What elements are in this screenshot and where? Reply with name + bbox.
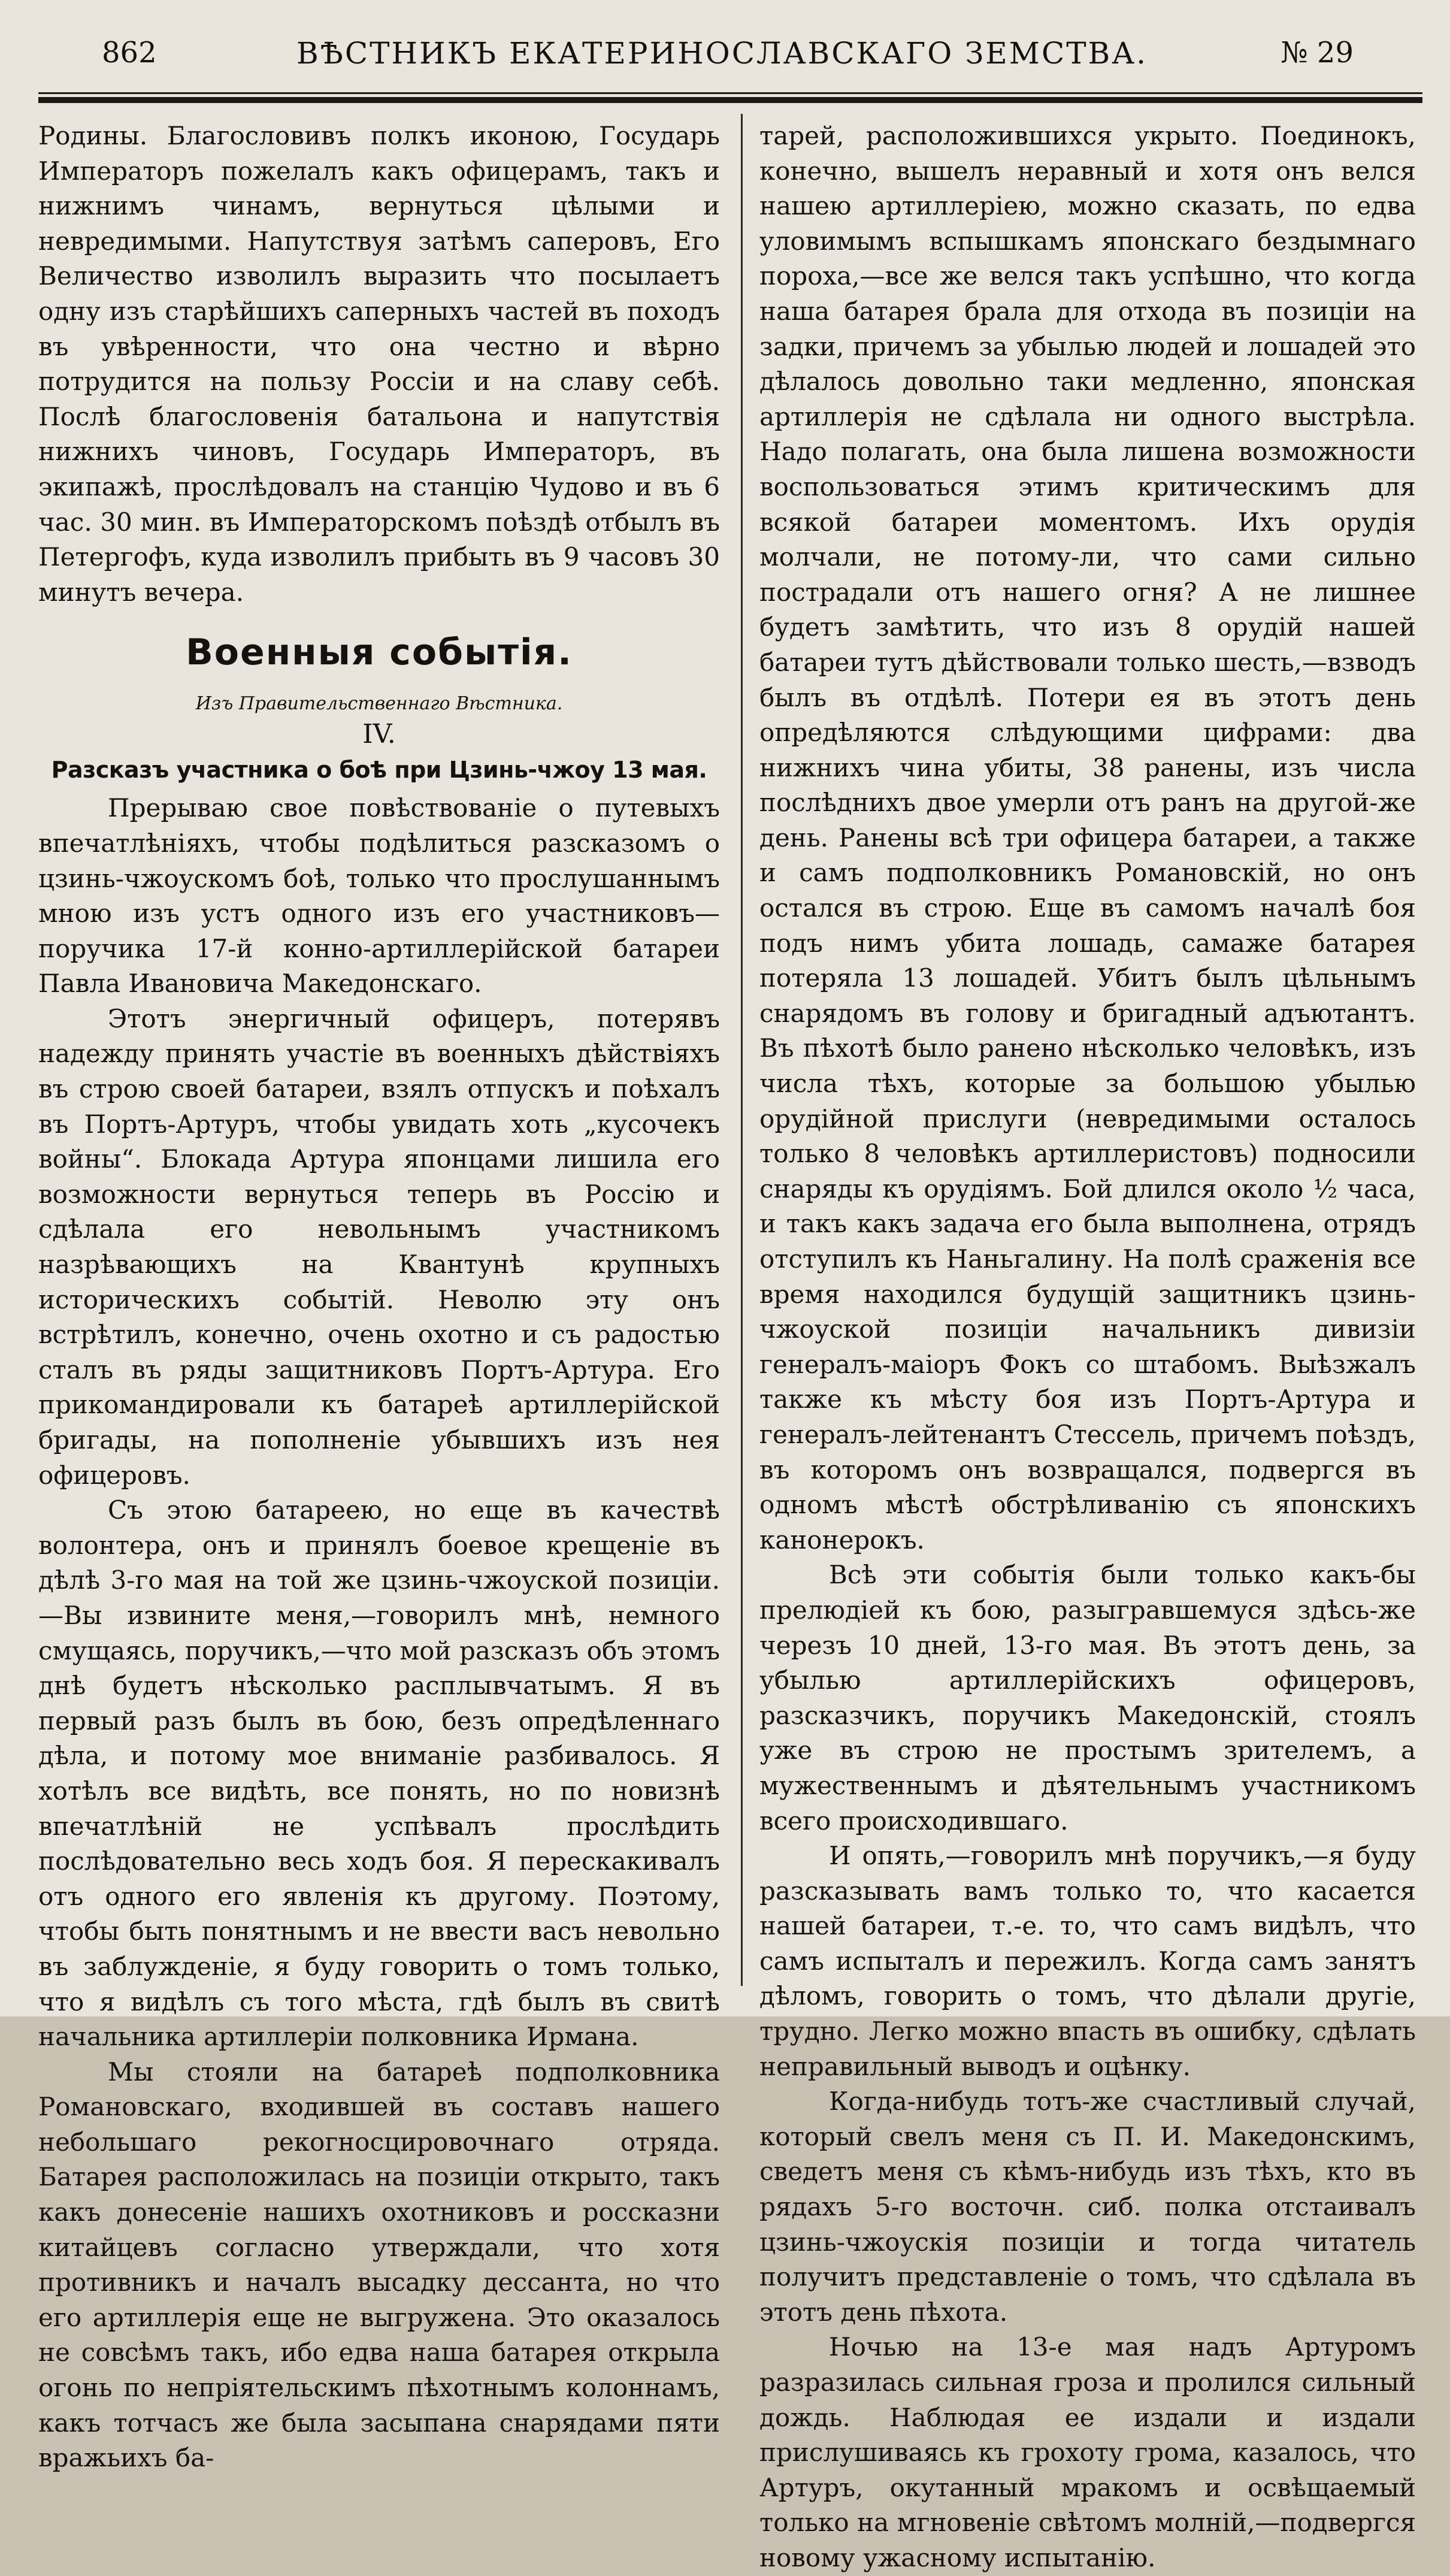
header-rule-thick <box>38 97 1422 103</box>
page-number: 862 <box>102 36 157 69</box>
article-paragraph: Когда-нибудь тотъ-же счастливый случай, который свелъ меня съ П. И. Македонскимъ, сведетъ меня съ кѣмъ-нибудь изъ тѣхъ, кто въ рядахъ 5-го восточн. сиб. полка отстаивалъ цзинь-чжоускія позиціи и тогда читатель получитъ представленіе о томъ, что сдѣлала въ этотъ день пѣхота. <box>759 2087 1416 2327</box>
intro-paragraph: Родины. Благословивъ полкъ иконою, Государь Императоръ пожелалъ какъ офицерамъ, такъ и нижнимъ чинамъ, вернуться цѣлыми и невредимыми. Напутствуя затѣмъ саперовъ, Его Величество изволилъ выразить что посылаетъ одну изъ старѣйшихъ саперныхъ частей въ походъ въ увѣренности, что она честно и вѣрно потрудится на пользу Россіи и на славу себѣ. Послѣ благословенія батальона и напутствія нижнихъ чиновъ, Государь Императоръ, въ экипажѣ, прослѣдовалъ на станцію Чудово и въ 6 час. 30 мин. въ Императорскомъ поѣздѣ отбылъ въ Петергофъ, куда изволилъ прибыть въ 9 часовъ 30 минутъ вечера. <box>38 121 720 607</box>
article-paragraph: Этотъ энергичный офицеръ, потерявъ надежду принять участіе въ военныхъ дѣйствіяхъ въ строю своей батареи, взялъ отпускъ и поѣхалъ въ Портъ-Артуръ, чтобы увидать хоть „кусочекъ войны“. Блокада Артура японцами лишила его возможности вернуться теперь въ Россію и сдѣлала его невольнымъ участникомъ назрѣвающихъ на Квантунѣ крупныхъ историческихъ событій. Неволю эту онъ встрѣтилъ, конечно, очень охотно и съ радостью сталъ въ ряды защитниковъ Портъ-Артура. Его прикомандировали къ батареѣ артиллерійской бригады, на пополненіе убывшихъ изъ нея офицеровъ. <box>38 1003 720 1490</box>
page-header <box>102 31 1354 85</box>
article-paragraph: Ночью на 13-е мая надъ Артуромъ разразилась сильная гроза и пролился сильный дождь. Наблюдая ее издали и издали прислушиваясь къ грохоту грома, казалось, что Артуръ, окутанный мракомъ и освѣщаемый только на мгновеніе свѣтомъ молній,—подвергся новому ужасному испытанію. <box>759 2332 1416 2572</box>
source-line: Изъ Правительственнаго Вѣстника. <box>195 693 563 715</box>
section-title: Военныя событія. <box>186 631 573 674</box>
article-paragraph: И опять,—говорилъ мнѣ поручикъ,—я буду разсказывать вамъ только то, что касается нашей батареи, т.-е. то, что самъ видѣлъ, что самъ испыталъ и пережилъ. Когда самъ занятъ дѣломъ, говорить о томъ, что дѣлали другіе, трудно. Легко можно впасть въ ошибку, сдѣлать неправильный выводъ и оцѣнку. <box>759 1841 1416 2081</box>
article-paragraph: Съ этою батареею, но еще въ качествѣ волонтера, онъ и принялъ боевое крещеніе въ дѣлѣ 3-го мая на той же цзинь-чжоуской позиціи.—Вы извините меня,—говорилъ мнѣ, немного смущаясь, поручикъ,—что мой разсказъ объ этомъ днѣ будетъ нѣсколько расплывчатымъ. Я въ первый разъ былъ въ бою, безъ опредѣленнаго дѣла, и потому мое вниманіе разбивалось. Я хотѣлъ все видѣть, все понять, но по новизнѣ впечатлѣній не успѣвалъ прослѣдить послѣдовательно весь ходъ боя. Я перескакивалъ отъ одного его явленія къ другому. Поэтому, чтобы быть понятнымъ и не ввести васъ невольно въ заблужденіе, я буду говорить о томъ только, что я видѣлъ съ того мѣста, гдѣ былъ въ свитѣ начальника артиллеріи полковника Ирмана. <box>38 1495 720 2052</box>
article-title: Разсказъ участника о боѣ при Цзинь-чжоу 13 мая. <box>51 757 707 784</box>
left-column <box>38 119 720 2473</box>
header-rule-thin <box>38 92 1422 94</box>
journal-title: ВѢСТНИКЪ ЕКАТЕРИНОСЛАВСКАГО ЗЕМСТВА. <box>296 36 1148 71</box>
issue-number: № 29 <box>1281 36 1354 69</box>
column-divider <box>741 114 743 1986</box>
part-number: IV. <box>362 719 396 750</box>
article-paragraph-continued: тарей, расположившихся укрыто. Поединокъ, конечно, вышелъ неравный и хотя онъ велся нашею артиллеріею, можно сказать, по едва уловимымъ вспышкамъ японскаго бездымнаго пороха,—все же велся такъ успѣшно, что когда наша батарея брала для отхода въ позиціи на задки, причемъ за убылью людей и лошадей это дѣлалось довольно таки медленно, японская артиллерія не сдѣлала ни одного выстрѣла. Надо полагать, она была лишена возможности воспользоваться этимъ критическимъ для всякой батареи моментомъ. Ихъ орудія молчали, не потому-ли, что сами сильно пострадали отъ нашего огня? А не лишнее будетъ замѣтить, что изъ 8 орудій нашей батареи тутъ дѣйствовали только шесть,—взводъ былъ въ отдѣлѣ. Потери ея въ этотъ день опредѣляются слѣдующими цифрами: два нижнихъ чина убиты, 38 ранены, изъ числа послѣднихъ двое умерли отъ ранъ на другой-же день. Ранены всѣ три офицера батареи, а также и самъ подполковникъ Романовскій, но онъ остался въ строю. Еще въ самомъ началѣ боя подъ нимъ убита лошадь, самаже батарея потеряла 13 лошадей. Убитъ былъ цѣльнымъ снарядомъ въ голову и бригадный адъютантъ. Въ пѣхотѣ было ранено нѣсколько человѣкъ, изъ числа тѣхъ, которые за большою убылью орудійной прислуги (невредимыми осталось только 8 человѣкъ артиллеристовъ) подносили снаряды къ орудіямъ. Бой длился около ½ часа, и такъ какъ задача его была выполнена, отрядъ отступилъ къ Наньгалину. На полѣ сраженія все время находился будущій защитникъ цзинь-чжоуской позиціи начальникъ дивизіи генералъ-маіоръ Фокъ со штабомъ. Выѣзжалъ также къ мѣсту боя изъ Портъ-Артура и генералъ-лейтенантъ Стессель, причемъ поѣздъ, въ которомъ онъ возвращался, подвергся въ одномъ мѣстѣ обстрѣливанію съ японскихъ канонерокъ. <box>759 121 1416 1555</box>
article-paragraph: Мы стояли на батареѣ подполковника Романовскаго, входившей въ составъ нашего небольшаго рекогносцировочнаго отряда. Батарея расположилась на позиціи открыто, такъ какъ донесеніе нашихъ охотниковъ и россказни китайцевъ согласно утверждали, что хотя противникъ и началъ высадку дессанта, но что его артиллерія еще не выгружена. Это оказалось не совсѣмъ такъ, ибо едва наша батарея открыла огонь по непріятельскимъ пѣхотнымъ колоннамъ, какъ тотчасъ же была засыпана снарядами пяти вражьихъ ба- <box>38 2057 720 2473</box>
article-paragraph: Прерываю свое повѣствованіе о путевыхъ впечатлѣніяхъ, чтобы подѣлиться разсказомъ о цзинь-чжоускомъ боѣ, только что прослушаннымъ мною изъ устъ одного изъ его участниковъ—поручика 17-й конно-артиллерійской батареи Павла Ивановича Македонскаго. <box>38 793 720 999</box>
right-column <box>759 119 1416 2572</box>
article-paragraph: Всѣ эти событія были только какъ-бы прелюдіей къ бою, разыгравшемуся здѣсь-же черезъ 10 дней, 13-го мая. Въ этотъ день, за убылью артиллерійскихъ офицеровъ, разсказчикъ, поручикъ Македонскій, стоялъ уже въ строю не простымъ зрителемъ, а мужественнымъ и дѣятельнымъ участникомъ всего происходившаго. <box>759 1560 1416 1836</box>
